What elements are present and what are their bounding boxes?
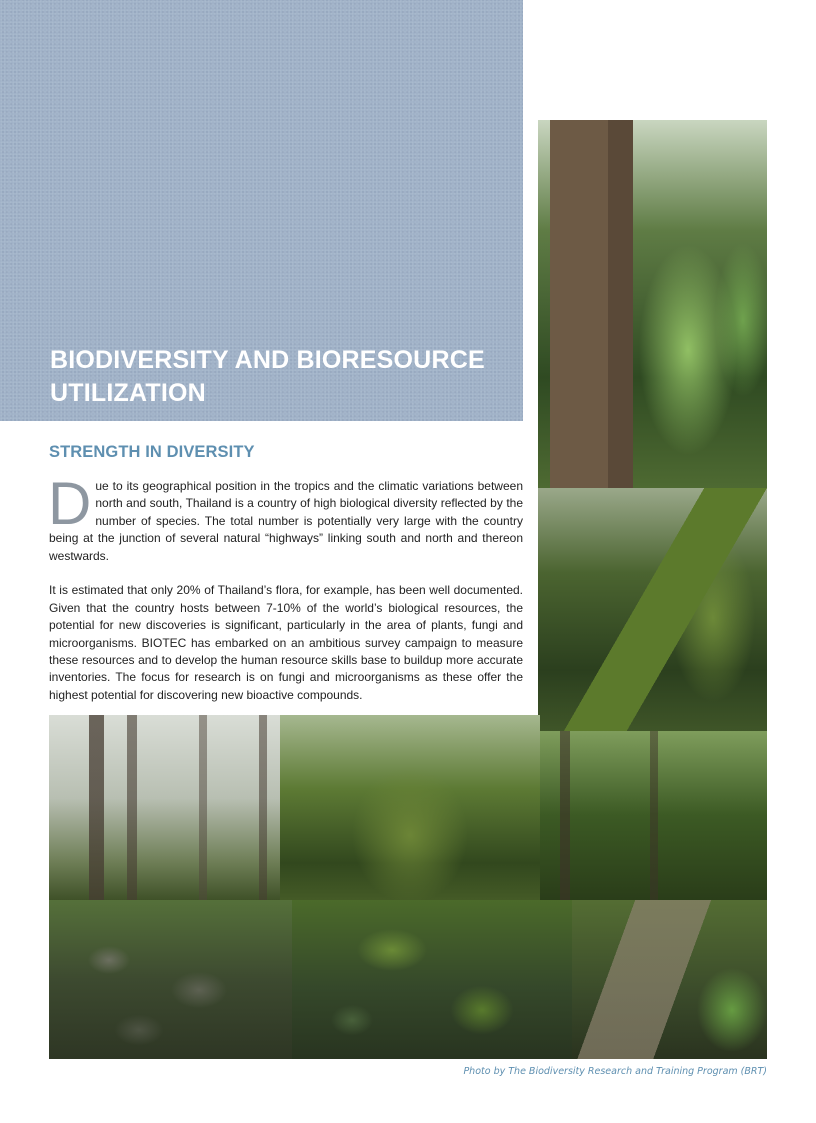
body-text bbox=[48, 470, 523, 722]
mossy-trunk-photo bbox=[538, 488, 767, 731]
paragraph-2: It is estimated that only 20% of Thailand’s flora, for example, has been well documented. Given that the country hosts between 7-10% of the world’s biological resources, the potential for new discoveries is significant, particularly in the area of plants, fungi and microorganisms. BIOTEC has embarked on an ambitious survey campaign to measure these resources and to develop the human resource skills base to buildup more accurate inventories. The focus for research is on fungi and microorganisms as these offer the highest potential for discovering new bioactive compounds. bbox=[49, 583, 523, 702]
paragraph-1-text: ue to its geographical position in the tropics and the climatic variations between north and south, Thailand is a country of high biological diversity reflected by the number of species. The total number is potentially very large with the country being at the junction of several natural “highways” linking south and north and thereon westwards. bbox=[49, 479, 523, 563]
forest-path-photo bbox=[540, 731, 767, 900]
dropcap: D bbox=[48, 470, 92, 537]
photo-credit: Photo by The Biodiversity Research and Training Program (BRT) bbox=[463, 1066, 767, 1077]
mossy-rocks-photo bbox=[292, 900, 572, 1059]
misty-forest-photo bbox=[49, 715, 280, 900]
mossy-log-photo bbox=[280, 715, 540, 900]
section-heading: STRENGTH IN DIVERSITY bbox=[49, 443, 255, 461]
fern-stream-photo bbox=[572, 900, 767, 1059]
paragraph-1 bbox=[48, 470, 523, 565]
fern-tree-photo bbox=[538, 120, 767, 488]
stream-rocks-photo bbox=[49, 900, 292, 1059]
hero-banner bbox=[0, 0, 523, 421]
page-title: BIODIVERSITY AND BIORESOURCE UTILIZATION bbox=[50, 346, 485, 407]
